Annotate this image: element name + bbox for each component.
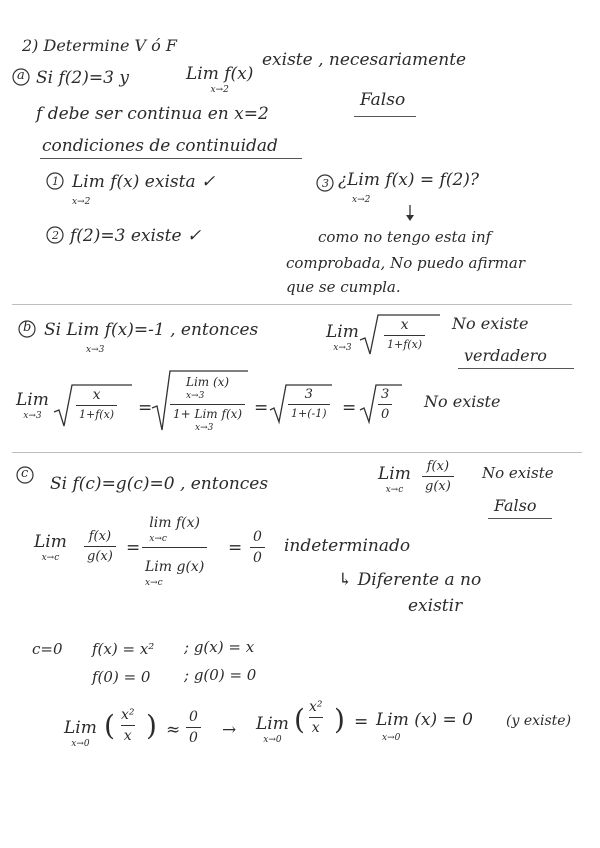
down-arrow-icon bbox=[404, 204, 416, 222]
final-paren-den: x bbox=[121, 725, 135, 743]
answer-underline bbox=[354, 116, 416, 117]
final-limit-3-sub: x→0 bbox=[382, 733, 401, 743]
open-paren: ( bbox=[104, 709, 115, 742]
cond3-note-line2: comprobada, No puedo afirmar bbox=[286, 254, 526, 272]
final-num-2: x² bbox=[309, 699, 323, 715]
part-b-eq-den1: 1+f(x) bbox=[76, 405, 117, 420]
part-b-eq-num4: 3 bbox=[381, 387, 390, 402]
part-c-statement: Si f(c)=g(c)=0 , entonces bbox=[50, 474, 269, 494]
part-b-eq-num3: 3 bbox=[304, 387, 313, 402]
final-limit-2-word: Lim bbox=[256, 714, 289, 734]
part-c-num: f(x) bbox=[426, 459, 450, 474]
part-c-eq-limit-sub: x→c bbox=[41, 553, 60, 563]
part-b-eq-num2-expr: Lim (x) bbox=[185, 375, 230, 389]
final-limit-3: Lim (x) = 0 bbox=[376, 710, 473, 730]
part-b-den: 1+f(x) bbox=[384, 335, 425, 350]
part-b-eq-den4: 0 bbox=[378, 404, 392, 421]
close-paren: ) bbox=[334, 703, 345, 736]
part-c-eq-num3: 0 bbox=[253, 529, 262, 545]
close-paren: ) bbox=[146, 709, 157, 742]
final-zero-den: 0 bbox=[186, 727, 201, 745]
part-b-eq-limit bbox=[16, 392, 49, 421]
equals-sign: = bbox=[126, 538, 141, 558]
part-b-answer: verdadero bbox=[464, 346, 547, 365]
part-b-eq-den2 bbox=[170, 404, 245, 433]
part-c-limit bbox=[378, 466, 411, 495]
part-c-den: g(x) bbox=[422, 476, 454, 493]
part-b-eq-limit-sub: x→3 bbox=[23, 411, 42, 421]
part-c-limit-word: Lim bbox=[378, 464, 411, 484]
part-c-arrow-note: ↳ Diferente a no bbox=[338, 570, 482, 590]
part-a-statement-start: Si f(2)=3 y bbox=[36, 68, 129, 88]
right-arrow-icon: → bbox=[222, 720, 237, 740]
final-limit-1 bbox=[64, 720, 97, 749]
cond1-text: Lim f(x) exista ✓ bbox=[72, 172, 216, 192]
part-c-eq-den2-sub: x→c bbox=[145, 578, 163, 588]
part-b-eq-num2 bbox=[183, 376, 232, 404]
equals-sign: = bbox=[228, 538, 243, 558]
section-divider bbox=[12, 304, 572, 305]
equals-sign: = bbox=[254, 398, 269, 418]
cond2-number: 2 bbox=[52, 229, 59, 242]
answer-underline bbox=[488, 518, 552, 519]
final-limit-1-word: Lim bbox=[64, 718, 97, 738]
cond3-note-line1: como no tengo esta inf bbox=[318, 228, 492, 246]
part-c-limit-sub: x→c bbox=[385, 485, 404, 495]
cond3-note-line3: que se cumpla. bbox=[286, 278, 401, 296]
part-b-eq-limit-word: Lim bbox=[16, 390, 49, 410]
final-zero-over-zero bbox=[186, 710, 201, 745]
cond3-sub: x→2 bbox=[352, 195, 371, 205]
part-c-label: c bbox=[21, 466, 29, 481]
cond3-text: ¿Lim f(x) = f(2)? bbox=[338, 170, 480, 190]
equals-sign: = bbox=[138, 398, 153, 418]
part-b-eq-num2-sub: x→3 bbox=[185, 391, 205, 401]
part-c-f-def: f(x) = x² bbox=[92, 640, 155, 658]
part-a-limit-sub: x→2 bbox=[210, 85, 229, 95]
part-c-eq-num2-sub: x→c bbox=[149, 534, 167, 544]
part-c-eq-frac2 bbox=[142, 516, 207, 588]
part-b-eq-frac4 bbox=[378, 388, 392, 421]
heading-underline bbox=[40, 158, 302, 159]
problem-title: 2) Determine V ó F bbox=[22, 36, 177, 55]
part-a-limit bbox=[186, 66, 253, 95]
part-a-answer: Falso bbox=[360, 90, 406, 110]
part-c-arrow-note-line2: existir bbox=[408, 596, 463, 616]
equals-sign: = bbox=[354, 712, 369, 732]
part-c-eq-frac3 bbox=[250, 530, 265, 565]
part-c-indeterminate: indeterminado bbox=[284, 536, 411, 556]
equals-sign: = bbox=[342, 398, 357, 418]
part-a-limit-expr: Lim f(x) bbox=[186, 64, 254, 84]
final-fraction-2 bbox=[306, 700, 326, 735]
part-c-not-exist: No existe bbox=[482, 464, 554, 482]
part-b-statement: Si Lim f(x)=-1 , entonces bbox=[44, 320, 259, 340]
part-c-g0: ; g(0) = 0 bbox=[184, 666, 257, 684]
part-a-statement-line2: f debe ser continua en x=2 bbox=[36, 104, 269, 124]
part-c-eq-num1: f(x) bbox=[88, 529, 112, 544]
part-b-label: b bbox=[23, 320, 32, 335]
part-c-fraction bbox=[422, 460, 454, 493]
part-c-g-def: ; g(x) = x bbox=[184, 638, 255, 656]
part-c-eq-den1: g(x) bbox=[84, 546, 116, 563]
part-b-fraction bbox=[384, 318, 425, 350]
open-paren: ( bbox=[294, 703, 305, 736]
cond3-number: 3 bbox=[322, 177, 329, 190]
answer-underline bbox=[458, 368, 574, 369]
part-b-statement-sub: x→3 bbox=[86, 345, 105, 355]
final-zero-num: 0 bbox=[189, 709, 198, 725]
cond1-number: 1 bbox=[52, 175, 59, 188]
conditions-heading: condiciones de continuidad bbox=[42, 136, 278, 156]
part-c-eq-limit-word: Lim bbox=[34, 532, 67, 552]
part-b-eq-den2-expr: 1+ Lim f(x) bbox=[173, 407, 243, 421]
part-b-eq-num1: x bbox=[92, 387, 101, 403]
part-c-f0: f(0) = 0 bbox=[92, 668, 151, 686]
part-b-eq-den3: 1+(-1) bbox=[288, 404, 330, 419]
approx-sign: ≈ bbox=[166, 720, 181, 740]
part-c-eq-den2-expr: Lim g(x) bbox=[145, 559, 205, 575]
final-paren-num: x² bbox=[121, 707, 135, 723]
part-c-eq-frac1 bbox=[84, 530, 116, 563]
part-b-eq-frac3 bbox=[288, 388, 330, 419]
part-b-eq-frac1 bbox=[76, 388, 117, 420]
part-c-eq-den3: 0 bbox=[250, 547, 265, 565]
part-a-statement-end: existe , necesariamente bbox=[262, 50, 467, 70]
part-c-answer: Falso bbox=[494, 496, 537, 515]
final-limit-2 bbox=[256, 716, 289, 745]
part-c-eq-den2 bbox=[142, 547, 207, 588]
cond1-sub: x→2 bbox=[72, 197, 91, 207]
part-c-eq-num2 bbox=[146, 516, 203, 547]
section-divider bbox=[12, 452, 582, 453]
final-limit-1-sub: x→0 bbox=[71, 739, 90, 749]
part-a-label: a bbox=[17, 68, 25, 83]
part-b-eq-den2-sub: x→3 bbox=[195, 423, 214, 433]
final-paren-fraction bbox=[118, 708, 138, 743]
final-limit-2-sub: x→0 bbox=[263, 735, 282, 745]
part-b-not-exist: No existe bbox=[452, 314, 529, 333]
part-c-eq-limit bbox=[34, 534, 67, 563]
part-c-eq-num2-expr: lim f(x) bbox=[149, 515, 200, 531]
part-b-limit-sub: x→3 bbox=[333, 343, 352, 353]
cond2-text: f(2)=3 existe ✓ bbox=[70, 226, 202, 246]
part-b-limit-word: Lim bbox=[326, 322, 359, 342]
final-note: (y existe) bbox=[506, 713, 572, 729]
part-b-eq-frac2 bbox=[170, 376, 245, 433]
part-b-limit bbox=[326, 324, 359, 353]
part-c-example-c: c=0 bbox=[32, 640, 63, 658]
final-den-2: x bbox=[309, 717, 323, 735]
part-b-num: x bbox=[400, 317, 409, 333]
part-b-eq-result: No existe bbox=[424, 392, 501, 411]
